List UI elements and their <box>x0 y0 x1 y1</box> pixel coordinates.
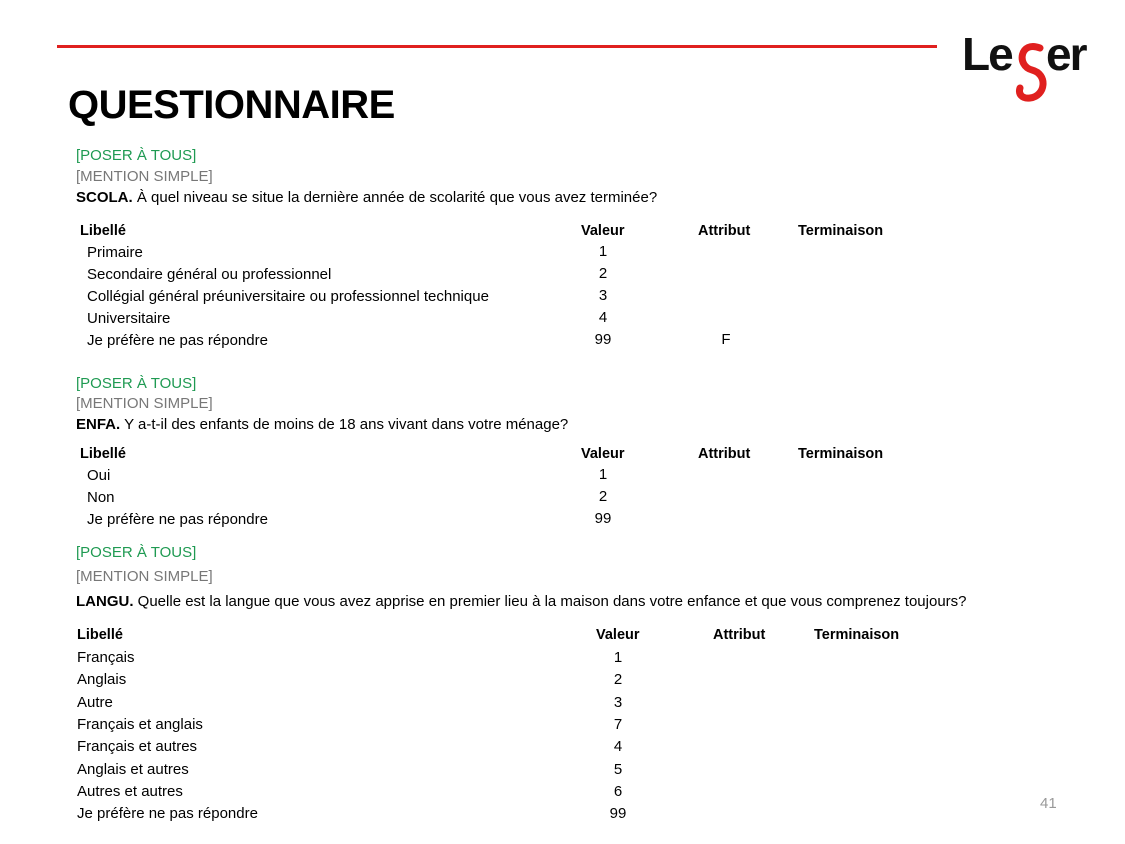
q2-col-value: Valeur <box>581 446 625 462</box>
q1-col-value: Valeur <box>581 223 625 239</box>
q2-text: Y a-t-il des enfants de moins de 18 ans vivant dans votre ménage? <box>124 416 569 433</box>
q2-row-value: 2 <box>598 488 608 505</box>
q1-row-label: Secondaire général ou professionnel <box>87 266 332 283</box>
q1-row-value: 2 <box>598 265 608 282</box>
q3-row-value: 6 <box>613 783 623 800</box>
q2-col-attribute: Attribut <box>698 446 751 462</box>
q3-row-label: Autre <box>77 694 113 711</box>
q3-col-label: Libellé <box>77 627 123 643</box>
page-number: 41 <box>1040 795 1057 812</box>
q3-mention: [MENTION SIMPLE] <box>76 568 213 585</box>
q3-row-label: Français et autres <box>77 738 198 755</box>
q3-row-value: 5 <box>613 761 623 778</box>
leger-logo <box>960 26 1095 106</box>
header-red-rule <box>57 45 937 48</box>
q1-row-value: 4 <box>598 309 608 326</box>
q1-row-label: Universitaire <box>87 310 171 327</box>
q1-text: À quel niveau se situe la dernière année de scolarité que vous avez terminée? <box>136 189 658 206</box>
q3-col-termination: Terminaison <box>814 627 900 643</box>
q3-row-value: 3 <box>613 694 623 711</box>
q3-row-label: Autres et autres <box>77 783 183 800</box>
q3-row-value: 1 <box>613 649 623 666</box>
q1-ask-instruction: [POSER À TOUS] <box>76 147 197 164</box>
q1-col-termination: Terminaison <box>798 223 884 239</box>
page-title: QUESTIONNAIRE <box>68 83 395 127</box>
q1-col-attribute: Attribut <box>698 223 751 239</box>
q1-question <box>76 188 657 208</box>
q1-row-label: Je préfère ne pas répondre <box>87 332 268 349</box>
q3-row-label: Français et anglais <box>77 716 203 733</box>
q3-col-value: Valeur <box>596 627 640 643</box>
q3-row-value: 99 <box>609 805 627 822</box>
q2-row-label: Non <box>87 489 115 506</box>
q3-row-value: 2 <box>613 671 623 688</box>
q1-row-value: 99 <box>594 331 612 348</box>
q2-row-label: Je préfère ne pas répondre <box>87 511 268 528</box>
q3-text: Quelle est la langue que vous avez apprise en premier lieu à la maison dans votre enfance et que vous comprenez toujours? <box>137 593 967 610</box>
q3-col-attribute: Attribut <box>713 627 766 643</box>
q2-row-value: 1 <box>598 466 608 483</box>
q3-code: LANGU. <box>76 593 134 610</box>
q3-row-label: Anglais et autres <box>77 761 189 778</box>
q2-mention: [MENTION SIMPLE] <box>76 395 213 412</box>
q1-row-label: Primaire <box>87 244 143 261</box>
q2-row-value: 99 <box>594 510 612 527</box>
q1-col-label: Libellé <box>80 223 126 239</box>
q1-code: SCOLA. <box>76 189 133 206</box>
q3-question <box>76 592 967 612</box>
q3-row-label: Anglais <box>77 671 127 688</box>
q3-row-value: 4 <box>613 738 623 755</box>
q1-row-value: 1 <box>598 243 608 260</box>
q3-row-value: 7 <box>613 716 623 733</box>
q3-ask-instruction: [POSER À TOUS] <box>76 544 197 561</box>
q1-mention: [MENTION SIMPLE] <box>76 168 213 185</box>
q3-row-label: Français <box>77 649 135 666</box>
svg-text:Le: Le <box>962 28 1012 80</box>
q2-col-termination: Terminaison <box>798 446 884 462</box>
q1-row-value: 3 <box>598 287 608 304</box>
q1-row-label: Collégial général préuniversitaire ou professionnel technique <box>87 288 489 305</box>
q2-ask-instruction: [POSER À TOUS] <box>76 375 197 392</box>
q2-col-label: Libellé <box>80 446 126 462</box>
q3-row-label: Je préfère ne pas répondre <box>77 805 258 822</box>
q2-question <box>76 415 568 435</box>
q2-row-label: Oui <box>87 467 111 484</box>
svg-text:er: er <box>1046 28 1086 80</box>
q1-row-attribute: F <box>721 331 731 348</box>
q2-code: ENFA. <box>76 416 121 433</box>
